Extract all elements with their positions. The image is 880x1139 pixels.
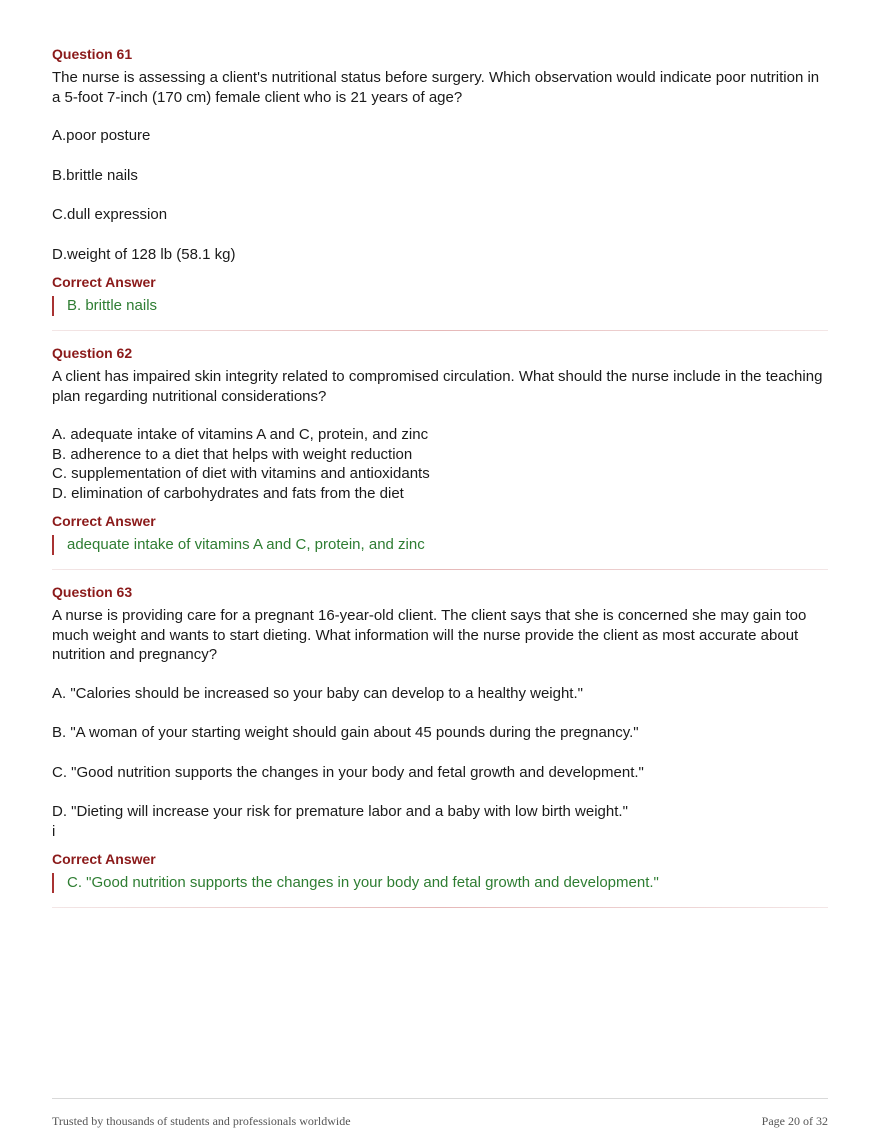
correct-answer: adequate intake of vitamins A and C, protein, and zinc (52, 535, 828, 555)
divider (52, 569, 828, 570)
correct-answer: C. "Good nutrition supports the changes in your body and fetal growth and development." (52, 873, 828, 893)
question-text: A client has impaired skin integrity related to compromised circulation. What should the nurse include in the teaching plan regarding nutritional considerations? (52, 368, 823, 405)
correct-answer: B. brittle nails (52, 296, 828, 316)
divider (52, 907, 828, 908)
option-a: A.poor posture (52, 127, 151, 144)
option-c: C. supplementation of diet with vitamins and antioxidants (52, 465, 430, 482)
option-a: A. "Calories should be increased so your baby can develop to a healthy weight." (52, 684, 583, 702)
option-a: A. adequate intake of vitamins A and C, protein, and zinc (52, 426, 429, 443)
footer-tagline: Trusted by thousands of students and professionals worldwide (52, 1114, 351, 1128)
question-61 (52, 44, 828, 331)
options-list (52, 684, 828, 822)
option-d: D.weight of 128 lb (58.1 kg) (52, 245, 236, 263)
options-list (52, 126, 828, 264)
question-63 (52, 582, 828, 908)
correct-answer-label: Correct Answer (52, 513, 156, 529)
option-b: B.brittle nails (52, 166, 138, 184)
option-c: C.dull expression (52, 206, 168, 223)
question-title: Question 62 (52, 345, 133, 361)
page-number: Page 20 of 32 (761, 1114, 828, 1128)
page-footer (52, 1098, 828, 1129)
option-d: D. "Dieting will increase your risk for premature labor and a baby with low birth weight." (52, 803, 628, 820)
question-title: Question 63 (52, 584, 133, 600)
option-d: D. elimination of carbohydrates and fats from the diet (52, 484, 404, 502)
correct-answer-label: Correct Answer (52, 274, 156, 290)
option-b: B. "A woman of your starting weight should gain about 45 pounds during the pregnancy." (52, 724, 639, 741)
option-b: B. adherence to a diet that helps with weight reduction (52, 445, 413, 463)
stray-text: i (52, 822, 56, 840)
question-62 (52, 343, 828, 570)
correct-answer-label: Correct Answer (52, 851, 156, 867)
question-text: The nurse is assessing a client's nutritional status before surgery. Which observation would indicate poor nutrition in a 5-foot 7-inch (170 cm) female client who is 21 years of age? (52, 69, 820, 106)
question-text: A nurse is providing care for a pregnant 16-year-old client. The client says that she is concerned she may gain too much weight and wants to start dieting. What information will the nurse provide the client as most accurate about nutrition and pregnancy? (52, 607, 807, 663)
question-title: Question 61 (52, 46, 133, 62)
options-list (52, 425, 828, 503)
page-content (52, 44, 828, 908)
divider (52, 330, 828, 331)
option-c: C. "Good nutrition supports the changes in your body and fetal growth and development." (52, 763, 644, 781)
